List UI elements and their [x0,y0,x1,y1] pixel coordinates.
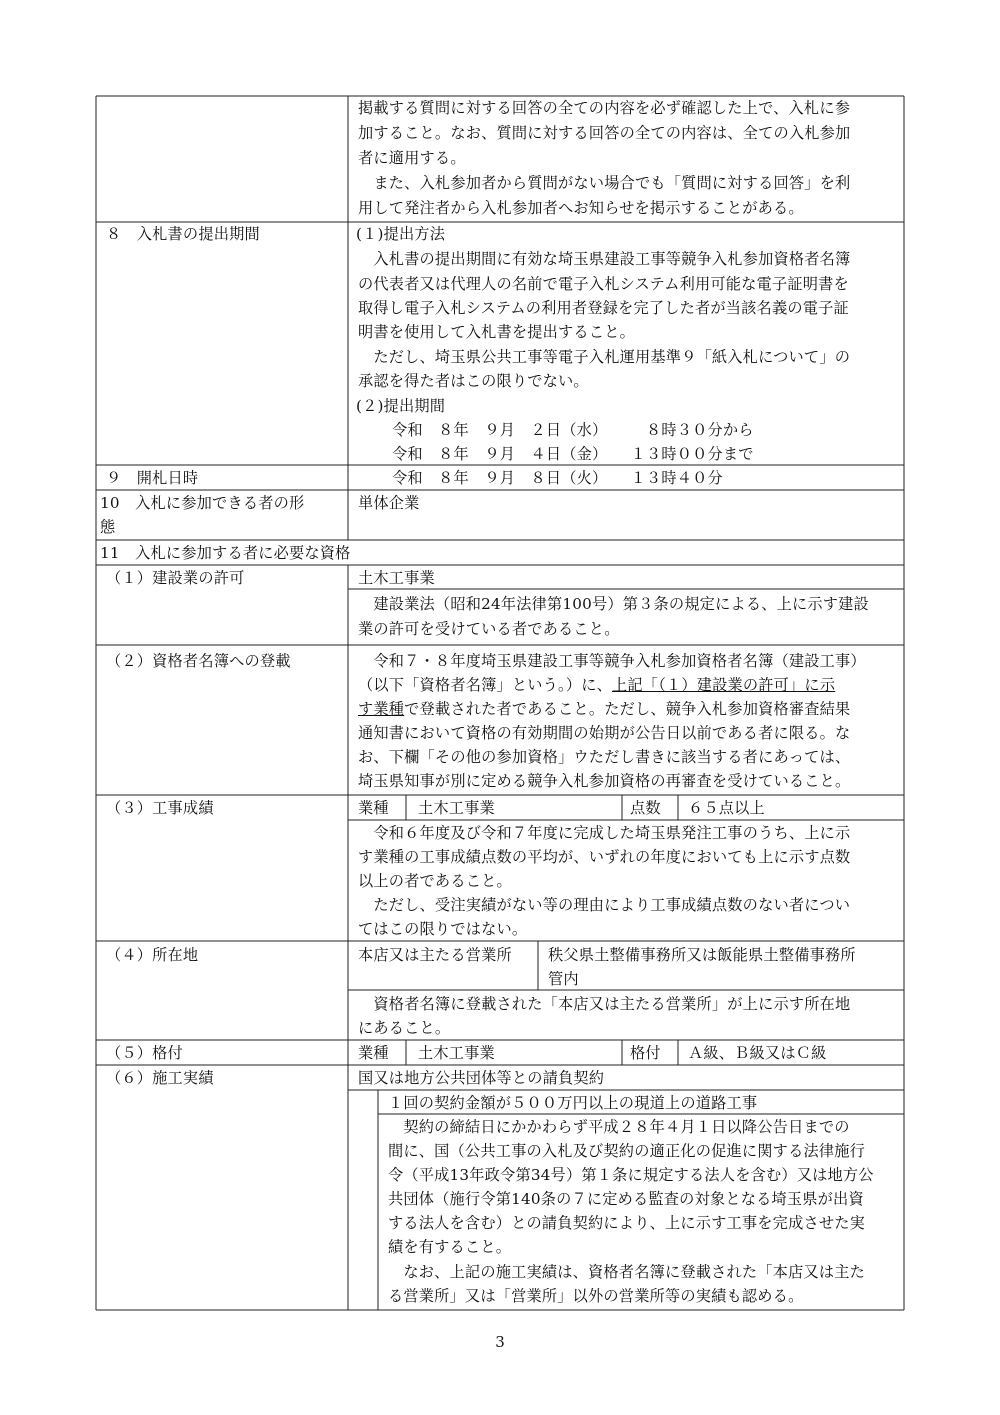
sub6-note-line: なお、上記の施工実績は、資格者名簿に登載された「本店又は主た [388,1263,866,1281]
item9-value: 令和 ８年 ９月 ８日（火） １３時４０分 [392,469,723,487]
item8-period-to: 令和 ８年 ９月 ４日（金） １３時００分まで [392,445,754,463]
sub5-label: （５）格付 [106,1044,183,1062]
item7-line: 者に適用する。 [358,149,466,167]
sub5-type-value: 土木工事業 [418,1044,495,1062]
sub6-label: （６）施工実績 [106,1069,214,1087]
sub6-note-line: る営業所」又は「営業所」以外の営業所等の実績も認める。 [388,1287,804,1305]
item10-label: 10 入札に参加できる者の形 [100,494,305,512]
sub5-type-label: 業種 [358,1044,389,1062]
item7-line: 加すること。なお、質問に対する回答の全ての内容は、全ての入札参加 [358,124,851,142]
sub2-line-plain: で登載された者であること。ただし、競争入札参加資格審査結果 [404,700,851,718]
item8-method-line: の代表者又は代理人の名前で電子入札システム利用可能な電子証明書を [358,275,849,293]
sub2-line-underlined: 上記「（１）建設業の許可」に示 [612,676,836,694]
sub4-office-label: 本店又は主たる営業所 [358,946,512,964]
sub6-note-line: 令（平成13年政令第34号）第１条に規定する法人を含む）又は地方公 [388,1166,874,1184]
item8-method-line: 取得し電子入札システムの利用者登録を完了した者が当該名義の電子証 [358,299,849,317]
sub4-office-value: 秩父県土整備事務所又は飯能県土整備事務所 [548,946,856,964]
sub6-note-line: 契約の締結日にかかわらず平成２８年４月１日以降公告日までの [388,1118,850,1136]
sub1-value: 土木工事業 [358,569,435,587]
sub4-note-line: 資格者名簿に登載された「本店又は主たる営業所」が上に示す所在地 [358,995,851,1013]
sub2-line: 令和７・８年度埼玉県建設工事等競争入札参加資格者名簿（建設工事） [358,652,866,670]
sub3-label: （３）工事成績 [106,799,214,817]
sub3-note-line: す業種の工事成績点数の平均が、いずれの年度においても上に示す点数 [358,848,851,866]
sub6-note-line: 績を有すること。 [388,1238,512,1256]
item8-label: ８ 入札書の提出期間 [106,225,260,243]
page-number: 3 [495,1333,505,1351]
sub2-label: （２）資格者名簿への登載 [106,652,291,670]
sub6-note-line: 間に、国（公共工事の入札及び契約の適正化の促進に関する法律施行 [388,1142,866,1160]
sub3-note-line: てはこの限りではない。 [358,920,528,938]
item8-period-from: 令和 ８年 ９月 ２日（水） ８時３０分から [392,421,754,439]
item11-label: 11 入札に参加する者に必要な資格 [100,544,351,562]
sub4-label: （４）所在地 [106,946,199,964]
sub6-contract-condition: １回の契約金額が５００万円以上の現道上の道路工事 [388,1094,758,1112]
item8-method-heading: (１)提出方法 [356,225,446,243]
sub6-contract-type: 国又は地方公共団体等との請負契約 [358,1069,605,1087]
item8-method-line: 明書を使用して入札書を提出すること。 [358,323,635,341]
sub1-note-line: 業の許可を受けている者であること。 [358,620,620,638]
item7-line: 掲載する質問に対する回答の全ての内容を必ず確認した上で、入札に参 [358,99,851,117]
item7-line: 用して発注者から入札参加者へお知らせを掲示することがある。 [358,199,804,217]
sub2-line: お、下欄「その他の参加資格」ウただし書きに該当する者にあっては、 [358,748,851,766]
sub2-line-underlined: す業種 [358,700,405,718]
sub3-note-line: 以上の者であること。 [358,872,512,890]
item9-label: ９ 開札日時 [106,469,199,487]
item8-method-line: 承認を得た者はこの限りでない。 [358,372,589,390]
sub5-grade-label: 格付 [630,1044,661,1062]
sub3-note-line: 令和６年度及び令和７年度に完成した埼玉県発注工事のうち、上に示 [358,824,851,842]
item10-value: 単体企業 [358,494,420,512]
sub3-note-line: ただし、受注実績がない等の理由により工事成績点数のない者につい [358,896,851,914]
sub2-line: 通知書において資格の有効期間の始期が公告日以前である者に限る。な [358,724,851,742]
sub1-note-line: 建設業法（昭和24年法律第100号）第３条の規定による、上に示す建設 [358,595,869,613]
sub3-score-label: 点数 [630,799,661,817]
item7-line: また、入札参加者から質問がない場合でも「質問に対する回答」を利 [358,174,851,192]
sub2-line [358,699,850,719]
sub1-label: （１）建設業の許可 [106,569,245,587]
sub6-note-line: 共団体（施行令第140条の７に定める監査の対象となる埼玉県が出資 [388,1190,864,1208]
sub5-grade-value: Ａ級、Ｂ級又はＣ級 [688,1044,827,1062]
item10-label: 態 [100,518,116,536]
item8-period-heading: (２)提出期間 [356,397,446,415]
item8-method-line: ただし、埼玉県公共工事等電子入札運用基準９「紙入札について」の [358,348,851,366]
sub2-line: 埼玉県知事が別に定める競争入札参加資格の再審査を受けていること。 [358,772,851,790]
item8-method-line: 入札書の提出期間に有効な埼玉県建設工事等競争入札参加資格者名簿 [358,250,851,268]
sub2-line-plain: （以下「資格者名簿」という。）に、 [358,676,612,694]
sub6-note-line: する法人を含む）との請負契約により、上に示す工事を完成させた実 [388,1214,866,1232]
sub3-score-value: ６５点以上 [688,799,765,817]
sub3-type-value: 土木工事業 [418,799,495,817]
sub4-office-value: 管内 [548,970,579,988]
sub3-type-label: 業種 [358,799,389,817]
sub4-note-line: にあること。 [358,1019,451,1037]
sub2-line [358,675,835,695]
